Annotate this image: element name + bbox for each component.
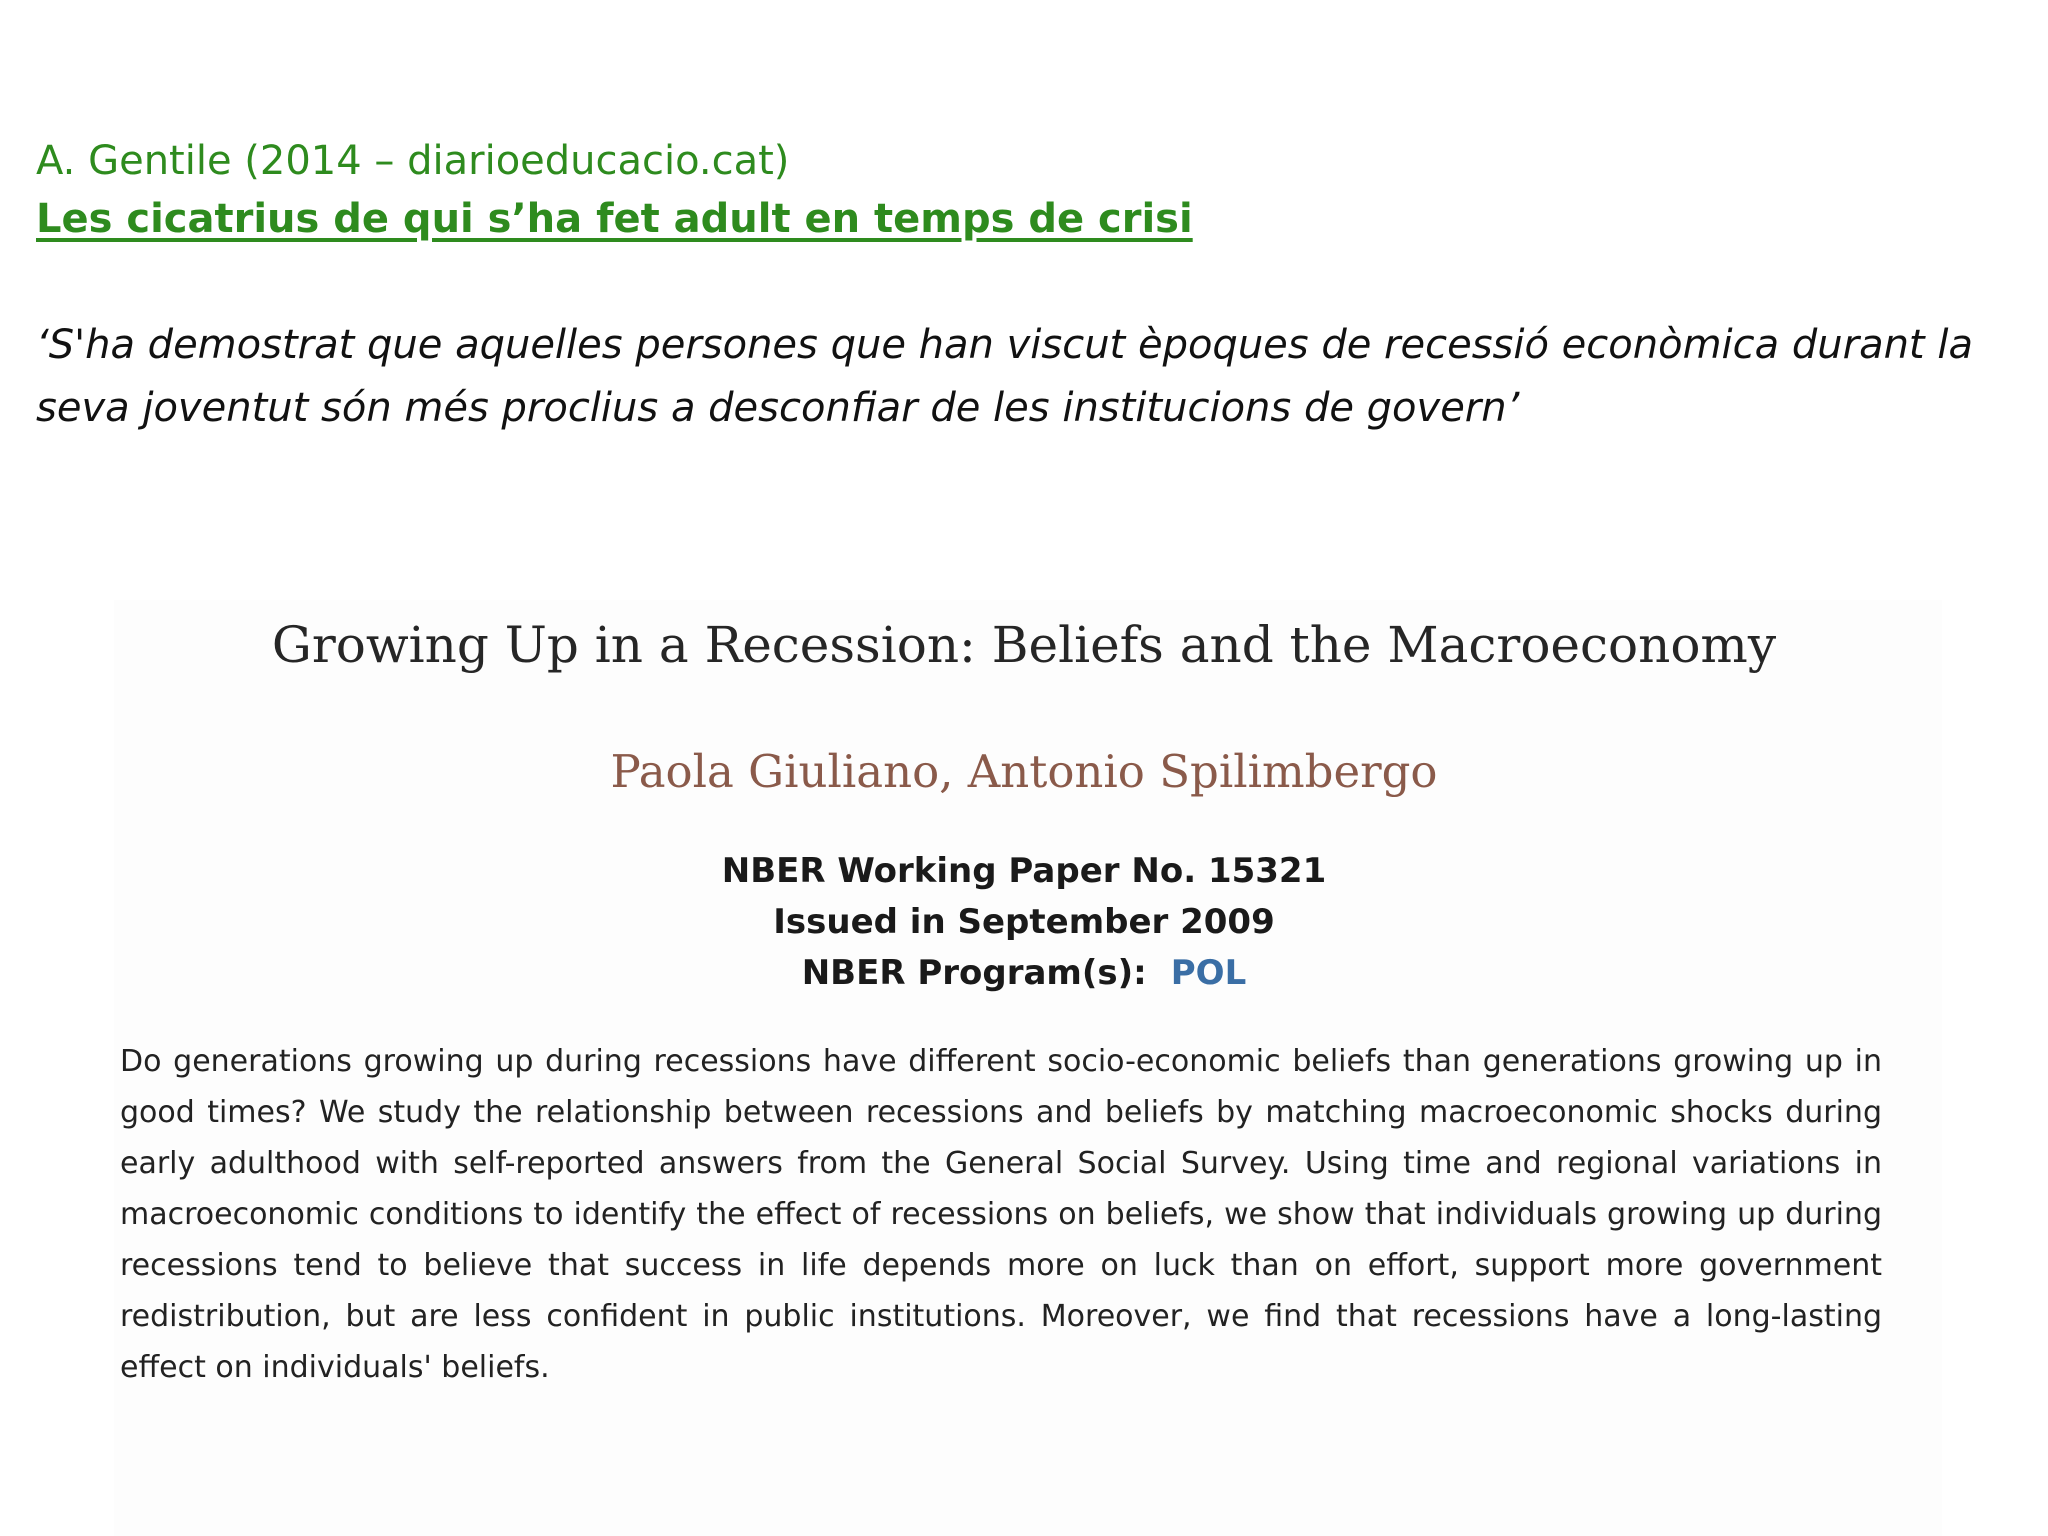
program-line bbox=[0, 948, 2048, 999]
paper-meta bbox=[0, 846, 2048, 999]
slide-header bbox=[36, 132, 2016, 248]
working-paper-number: NBER Working Paper No. 15321 bbox=[721, 851, 1327, 891]
paper-authors: Paola Giuliano, Antonio Spilimbergo bbox=[610, 745, 1438, 798]
quote: ‘S'ha demostrat que aquelles persones que han viscut èpoques de recessió econòmica durant la seva joventut són més proclius a desconfiar de les institucions de govern’ bbox=[36, 322, 1973, 431]
issue-date: Issued in September 2009 bbox=[773, 902, 1275, 942]
citation: A. Gentile (2014 – diarioeducacio.cat) bbox=[36, 138, 790, 184]
paper-title: Growing Up in a Recession: Beliefs and the Macroeconomy bbox=[271, 616, 1777, 674]
program-link[interactable]: POL bbox=[1170, 953, 1247, 993]
program-label: NBER Program(s): bbox=[801, 953, 1147, 993]
article-title-link[interactable]: Les cicatrius de qui s’ha fet adult en temps de crisi bbox=[36, 196, 1193, 242]
paper-abstract: Do generations growing up during recessions have different socio-economic beliefs than generations growing up in good times? We study the relationship between recessions and beliefs by matching macroeconomic shocks during early adulthood with self-reported answers from the General Social Survey. Using time and regional variations in macroeconomic conditions to identify the effect of recessions on beliefs, we show that individuals growing up during recessions tend to believe that success in life depends more on luck than on effort, support more government redistribution, but are less confident in public institutions. Moreover, we find that recessions have a long-lasting effect on individuals' beliefs. bbox=[120, 1044, 1882, 1385]
